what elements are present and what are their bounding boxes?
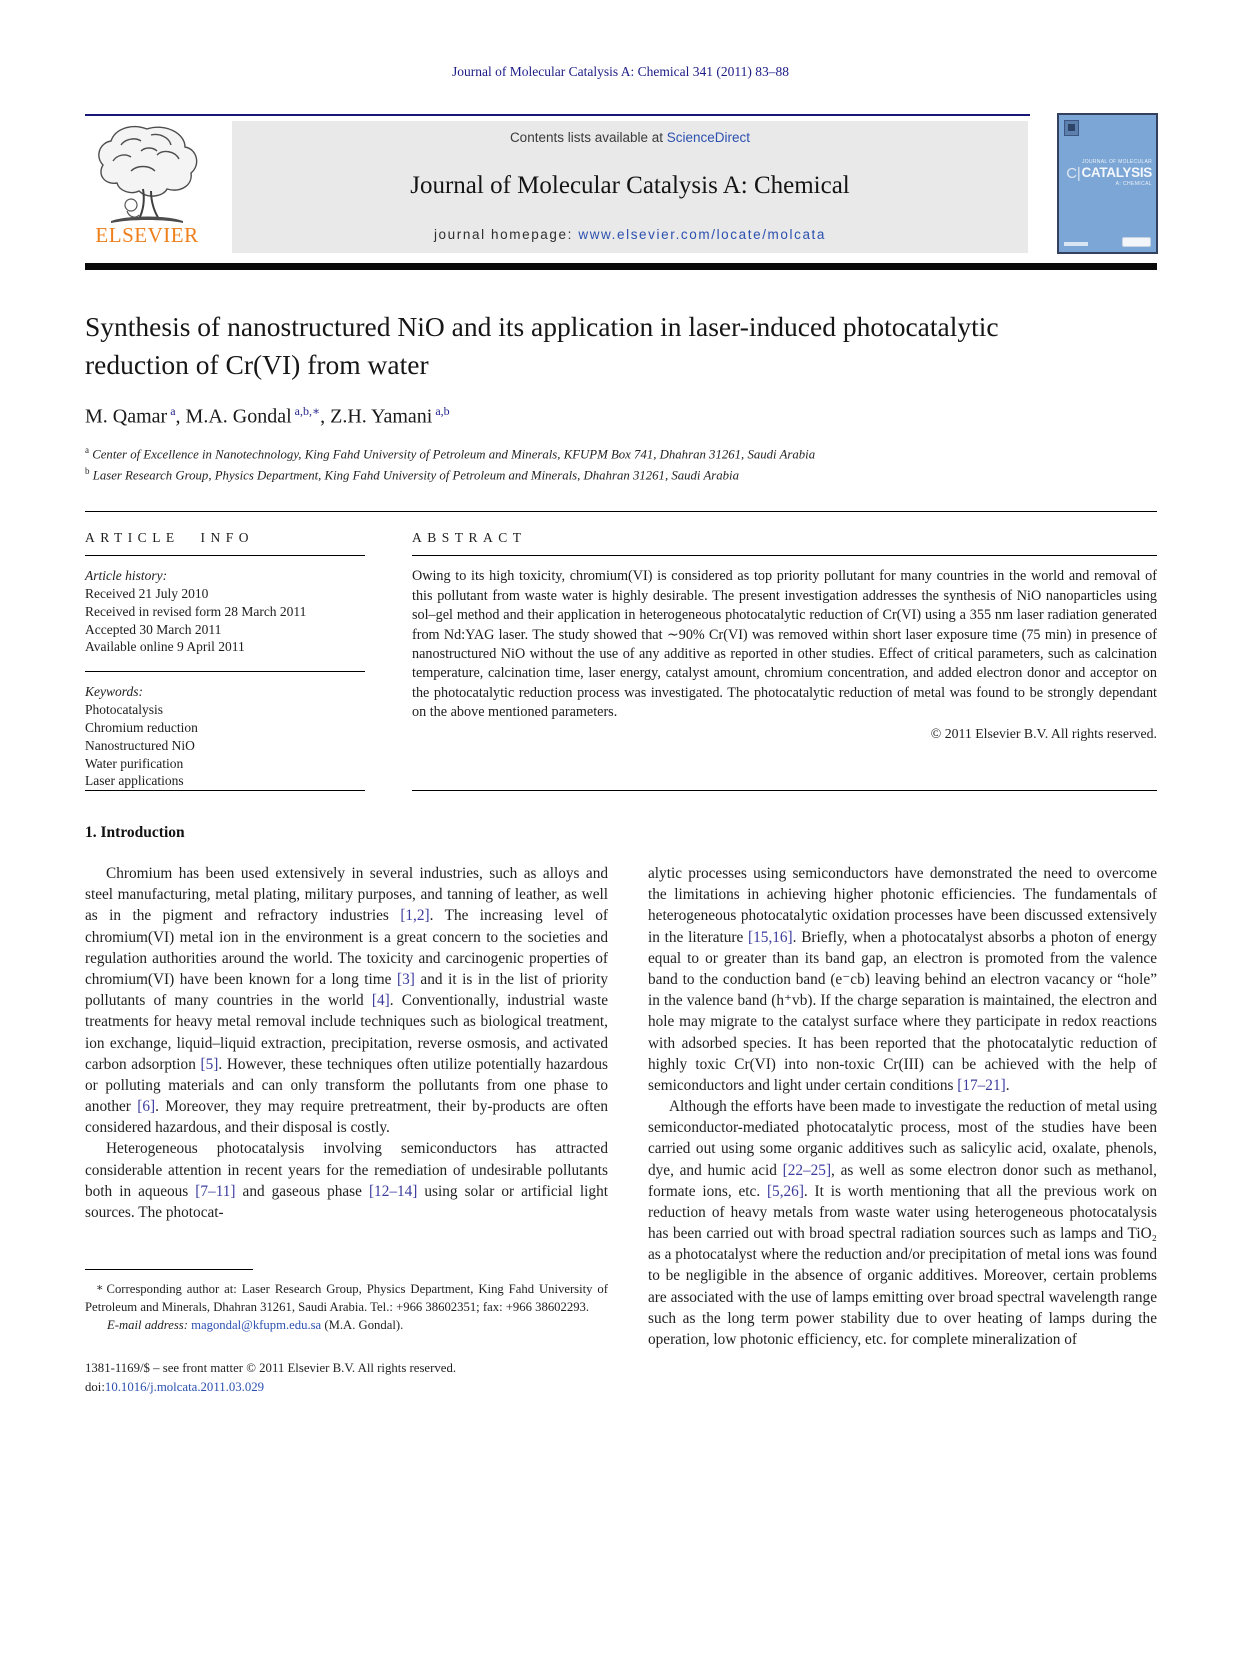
paragraph: alytic processes using semiconductors have demonstrated the need to overcome the limitations in achieving higher photonic efficiencies. The fundamentals of heterogeneous photocatalytic oxidation processes have been discussed extensively in the literature [15,16]. Briefly, when a photocatalyst absorbs a photon of energy equal to or greater than its band gap, an electron is promoted from the valence band to the conduction band (e⁻cb) leaving behind an electron vacancy or “hole” in the valence band (h⁺vb). If the charge separation is maintained, the electron and hole may migrate to the catalyst surface where they participate in redox reactions with adsorbed species. It has been reported that the photocatalytic reduction of highly toxic Cr(VI) into non-toxic Cr(III) can be achieved with the help of semiconductors and light under certain conditions [17–21]. xyxy=(648,865,1157,1094)
article-info-column xyxy=(85,512,365,791)
cover-publisher-logo-icon xyxy=(1064,120,1079,136)
abstract-text: Owing to its high toxicity, chromium(VI) is considered as top priority pollutant for many countries in the world and removal of this pollutant from waste water is highly desirable. The present investigation addresses the synthesis of NiO nanoparticles using sol–gel method and their application in heterogeneous photocatalytic reduction of Cr(VI) using a 355 nm laser radiation generated from Nd:YAG laser. The study showed that ∼90% Cr(VI) was removed within short laser exposure time (75 min) in presence of nanostructured NiO without the use of any additive as reported in other studies. Effect of critical parameters, such as calcination temperature, calcination time, laser energy, catalyst amount, chromium concentration, and added electron donor and acceptor on the photocatalytic reduction process was investigated. The photocatalytic reduction of metal was found to be strongly dependant on the above mentioned parameters. xyxy=(412,568,1157,721)
section-heading-introduction: 1. Introduction xyxy=(85,824,185,842)
reference-link[interactable]: [5,26] xyxy=(766,1182,804,1200)
header-top-rule xyxy=(85,114,1030,116)
keyword-item: Photocatalysis xyxy=(85,702,163,718)
cover-footer-text-decoration xyxy=(1064,242,1088,246)
homepage-line xyxy=(232,227,1028,242)
page-footer xyxy=(85,1359,608,1397)
body-right-column xyxy=(648,863,1157,1397)
reference-link[interactable]: [3] xyxy=(397,970,415,988)
elsevier-wordmark: ELSEVIER xyxy=(95,223,199,247)
running-head-citation: Journal of Molecular Catalysis A: Chemical 341 (2011) 83–88 xyxy=(452,64,789,79)
journal-cover-thumbnail[interactable] xyxy=(1057,113,1158,254)
reference-link[interactable]: [1,2] xyxy=(400,907,430,925)
email-footnote xyxy=(85,1316,608,1334)
author-name: M.A. Gondal xyxy=(185,406,292,428)
paragraph: Chromium has been used extensively in several industries, such as alloys and steel manufacturing, metal plating, military purposes, and tanning of leather, as well as in the pigment and refractory industries [1,2]. The increasing level of chromium(VI) metal ion in the environment is a great concern to the societies and regulation authorities around the world. The toxicity and carcinogenic properties of chromium(VI) have been known for a long time [3] and it is in the list of priority pollutants of many countries in the world [4]. Conventionally, industrial waste treatments for heavy metal removal include techniques such as biological treatment, ion exchange, liquid–liquid extraction, precipitation, reverse osmosis, and activated carbon adsorption [5]. However, these techniques often utilize potentially hazardous or polluting materials and can only transform the pollutants from one phase to another [6]. Moreover, they may require pretreatment, their by-products are often considered hazardous, and their disposal is costly. xyxy=(85,865,608,1137)
journal-homepage-link[interactable]: www.elsevier.com/locate/molcata xyxy=(578,227,827,242)
article-title: Synthesis of nanostructured NiO and its application in laser-induced photocatalytic reduction of Cr(VI) from water xyxy=(85,311,999,380)
author-name: Z.H. Yamani xyxy=(330,406,433,428)
issn-line: 1381-1169/$ – see front matter © 2011 Elsevier B.V. All rights reserved. xyxy=(85,1361,457,1376)
cover-big-title: C|CATALYSIS xyxy=(1066,165,1152,182)
affiliations xyxy=(85,444,1157,486)
history-list xyxy=(85,585,365,656)
homepage-prefix: journal homepage: xyxy=(433,227,579,242)
elsevier-logo xyxy=(85,121,209,254)
reference-link[interactable]: [22–25] xyxy=(782,1161,832,1179)
abstract-heading-rule xyxy=(412,555,1157,556)
history-line: Accepted 30 March 2011 xyxy=(85,621,222,637)
paragraph: Although the efforts have been made to investigate the reduction of metal using semiconductor-mediated photocatalytic process, most of the studies have been carried out using some organic additives such as salicylic acid, oxalate, phenols, dye, and humic acid [22–25], as well as some electron donor such as methanol, formate ions, etc. [5,26]. It is worth mentioning that all the previous work on reduction of heavy metals from waste water using heterogeneous photocatalysis has been carried out with broad spectral radiation sources such as lamps and TiO₂ as a photocatalyst where the reduction and/or precipitation of metal ions was found to be negligible in the absence of organic additives. Moreover, certain problems are associated with the use of lamps emitting over broad spectral wavelength range such as the long term power stability due to over heating of lamps during the operation, low photonic efficiency, etc. for complete mineralization of xyxy=(648,1098,1158,1348)
corresponding-author-footnote xyxy=(85,1280,608,1316)
author-name: M. Qamar xyxy=(85,406,168,428)
footnote-marker: ∗ xyxy=(96,1282,104,1295)
contents-line xyxy=(232,130,1028,145)
copyright-line: © 2011 Elsevier B.V. All rights reserved. xyxy=(930,725,1157,741)
reference-link[interactable]: [15,16] xyxy=(748,928,793,946)
keywords-list xyxy=(85,701,365,790)
sciencedirect-link[interactable]: ScienceDirect xyxy=(666,130,751,145)
doi-line xyxy=(85,1378,608,1397)
affiliation-marker: b xyxy=(85,466,90,477)
abstract-bottom-rule xyxy=(412,790,1157,791)
keyword-item: Nanostructured NiO xyxy=(85,737,195,753)
journal-banner xyxy=(232,121,1028,253)
affiliation-marker: a xyxy=(85,445,89,455)
reference-link[interactable]: [6] xyxy=(137,1098,156,1116)
author-superscript: a,b,∗ xyxy=(291,404,321,419)
body-left-column xyxy=(85,863,608,1397)
cover-molecule-icon: C| xyxy=(1066,165,1081,182)
article-info-bottom-rule xyxy=(85,790,365,791)
doi-label: doi: xyxy=(85,1380,105,1395)
doi-link[interactable]: 10.1016/j.molcata.2011.03.029 xyxy=(104,1380,265,1395)
reference-link[interactable]: [12–14] xyxy=(368,1182,418,1200)
paragraph: Heterogeneous photocatalysis involving semiconductors has attracted considerable attention in recent years for the remediation of undesirable pollutants both in aqueous [7–11] and gaseous phase [12–14] using solar or artificial light sources. The photocat- xyxy=(85,1140,608,1221)
reference-link[interactable]: [17–21] xyxy=(957,1076,1006,1094)
keywords-label: Keywords: xyxy=(85,684,143,700)
info-abstract-section xyxy=(85,512,1157,791)
keyword-item: Laser applications xyxy=(85,773,184,789)
reference-link[interactable]: [7–11] xyxy=(195,1182,236,1200)
keyword-item: Water purification xyxy=(85,755,184,771)
history-line: Received 21 July 2010 xyxy=(85,586,209,601)
abstract-heading: ABSTRACT xyxy=(412,530,527,546)
header-bottom-rule xyxy=(85,263,1157,270)
elsevier-tree-icon xyxy=(91,121,203,227)
footnote-rule xyxy=(85,1269,253,1270)
article-info-heading: ARTICLE INFO xyxy=(85,530,255,546)
cover-titles xyxy=(1066,159,1152,187)
cover-small-title: JOURNAL OF MOLECULAR xyxy=(1082,159,1152,165)
author-superscript: a xyxy=(167,404,176,419)
history-label: Article history: xyxy=(85,568,168,584)
cover-subtitle: A: CHEMICAL xyxy=(1115,180,1152,187)
email-suffix: (M.A. Gondal). xyxy=(321,1318,404,1333)
article-content xyxy=(85,308,1157,1398)
journal-title: Journal of Molecular Catalysis A: Chemical xyxy=(410,172,850,199)
footnote-text: Corresponding author at: Laser Research Group, Physics Department, King Fahd University of Petroleum and Minerals, Dhahran 31261, Saudi Arabia. Tel.: +966 38602351; fax: +966 38602293. xyxy=(85,1282,608,1315)
history-line: Received in revised form 28 March 2011 xyxy=(85,603,307,619)
email-link[interactable]: magondal@kfupm.edu.sa xyxy=(191,1318,322,1333)
affiliation-line: $^a$ Center of Excellence in Nanotechnology, King Fahd University of Petroleum and Minerals, KFUPM Box 741, Dhahran 31261, Saudi Arabia xyxy=(85,445,816,462)
reference-link[interactable]: [5] xyxy=(200,1055,219,1073)
article-info-divider-rule xyxy=(85,671,365,672)
abstract-column xyxy=(412,512,1157,791)
author-superscript: a,b xyxy=(432,404,450,419)
body-columns xyxy=(85,863,1157,1397)
keyword-item: Chromium reduction xyxy=(85,719,198,735)
article-info-heading-rule xyxy=(85,555,365,556)
contents-prefix: Contents lists available at xyxy=(509,130,667,145)
reference-link[interactable]: [4] xyxy=(371,992,390,1010)
affiliation-line: $^b$ Laser Research Group, Physics Department, King Fahd University of Petroleum and Minerals, Dhahran 31261, Saudi Arabia xyxy=(85,466,740,483)
history-line: Available online 9 April 2011 xyxy=(85,639,245,655)
cover-sciencedirect-badge xyxy=(1122,237,1151,247)
email-label: E-mail address: xyxy=(107,1318,188,1333)
authors-line: M. Qamar $^a$, M.A. Gondal $^{a,b,∗}$, Z.H. Yamani $^{a,b}$ xyxy=(85,404,450,428)
